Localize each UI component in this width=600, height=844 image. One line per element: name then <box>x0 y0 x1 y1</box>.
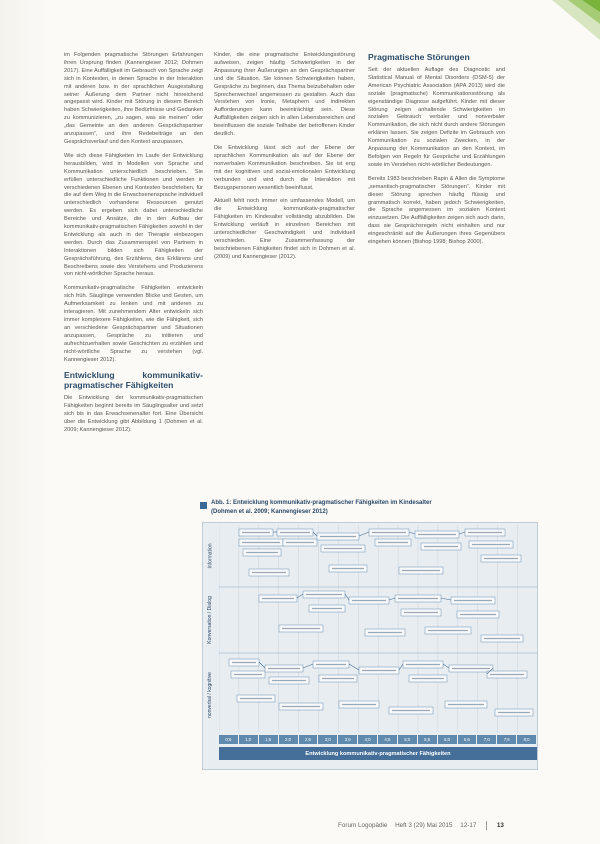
connector-line <box>349 664 359 670</box>
footer-divider <box>486 821 487 830</box>
issue-info: Heft 3 (29) Mai 2015 <box>395 822 453 830</box>
paragraph: Kinder, die eine pragmatische Entwicklungsstörung aufweisen, zeigen häufig Schwierigkeiten in der Anpassung ihrer Äußerungen an den Gesprächspartner und die Situation. Sie können Schwierigkeiten haben, Gespräche zu beginnen, das Thema beizubehalten oder Sprecherwechsel angemessen zu gestalten. Auch das Verstehen von Ironie, Metaphern und indirekten Aufforderungen kann beeinträchtigt sein. Diese Auffälligkeiten zeigen sich in allen Lebensbereichen und beeinflussen die soziale Teilhabe der betroffenen Kinder deutlich. <box>214 52 355 138</box>
connector-line <box>459 532 465 534</box>
connector-line <box>297 594 303 598</box>
paragraph: Die Entwicklung lässt sich auf der Ebene der sprachlichen Kommunikation als auf der Ebene der nonverbalen Kommunikation beschreiben. Sie ist eng mit der kognitiven und sozial-emotionalen Entwicklung verbunden und wird durch die Interaktion mit Bezugspersonen wesentlich beeinflusst. <box>214 144 355 191</box>
paragraph: Die Entwicklung der kommunikativ-pragmatischen Fähigkeiten beginnt bereits im Säuglingsalter und setzt sich bis in das Erwachsenenalter fort. Eine Übersicht über die Entwicklung gibt Abbildung 1 (Dohmen et al. 2009; Kannengieser 2012). <box>64 395 203 434</box>
age-tick: 7;0 <box>477 735 496 744</box>
connector-line <box>259 662 265 668</box>
age-tick: 6;6 <box>458 735 477 744</box>
paragraph: Kommunikativ-pragmatische Fähigkeiten entwickeln sich früh. Säuglinge verwenden Blicke und Gesten, um Aufmerksamkeit zu lenken und mit anderen zu interagieren. Mit zunehmendem Alter entwickeln sich immer komplexere Fähigkeiten, wie die Fähigkeit, sich an verschiedene Gesprächspartner und Situationen anzupassen, Gespräche zu initiieren und aufrechtzuerhalten sowie Geschichten zu erzählen und nicht-wörtliche Sprache zu verstehen (vgl. Kannengieser 2012). <box>64 285 203 363</box>
page-number: 13 <box>496 822 504 830</box>
page-range: 12-17 <box>460 822 477 830</box>
chart-side-labels <box>203 523 217 741</box>
age-tick: 2;6 <box>299 735 318 744</box>
age-tick: 2;0 <box>279 735 298 744</box>
section-heading: Pragmatische Störungen <box>368 52 470 62</box>
paragraph: im Folgenden pragmatische Störungen Erfahrungen ihren Ursprung finden (Kannengieser 2012; Dohmen 2017). Eine Auffälligkeit im Gebrauch von Sprache zeigt sich in Kontexten, in denen Sprache in der Interaktion mit anderen bzw. in der sprachlichen Ausgestaltung seiner Äußerung dem Partner nicht hinreichend angepasst wird. Kinder mit Störung in diesem Bereich haben Schwierigkeiten, ihre Bedürfnisse und Gedanken zu kommunizieren, „zu sagen, was sie meinen“ oder „das Gemeinte an den anderen Gesprächspartner anzupassen“, und ihre Redebeiträge an den Gesprächsverlauf und den Kontext anzupassen. <box>64 52 203 145</box>
age-tick: 3;6 <box>338 735 357 744</box>
connector-line <box>409 532 415 534</box>
page-footer <box>338 821 504 830</box>
figure-development-chart <box>196 500 541 775</box>
axis-label-conversation: Konversation / Dialog <box>207 596 213 644</box>
chart-graphic <box>219 525 537 733</box>
caption-title: Abb. 1: Entwicklung kommunikativ-pragmatischer Fähigkeiten im Kindesalter <box>211 500 432 506</box>
connector-line <box>443 664 449 668</box>
connector-line <box>345 594 349 600</box>
section-heading: Entwicklung kommunikativ-pragmatischer Fähigkeiten <box>64 370 203 391</box>
age-tick: 5;0 <box>398 735 417 744</box>
age-tick: 4;6 <box>378 735 397 744</box>
text-column-middle <box>214 52 355 268</box>
age-tick: 8;0 <box>517 735 536 744</box>
axis-label-nonverbal: nonverbal / kognitive <box>207 672 213 718</box>
x-axis-title: Entwicklung kommunikativ-pragmatischer Fähigkeiten <box>219 747 537 760</box>
axis-label-information: Information <box>207 543 214 569</box>
age-tick: 3;0 <box>318 735 337 744</box>
paragraph: Aktuell fehlt noch immer ein umfassendes Modell, um die Entwicklung kommunikativ-pragmatischer Fähigkeiten im Kindesalter vollständig abzubilden. Die Entwicklung verläuft in einzelnen Bereichen mit unterschiedlicher Geschwindigkeit und individuell verschieden. Eine Zusammenfassung der beschriebenen Fähigkeiten findet sich in Dohmen et al. (2009) und Kannengieser (2012). <box>214 198 355 260</box>
text-column-right <box>368 52 505 253</box>
age-tick: 1;6 <box>259 735 278 744</box>
paragraph: Wie sich diese Fähigkeiten im Laufe der Entwicklung herausbilden, wird in Modellen von Sprache und Kommunikation unterschiedlich beschrieben. Sie erfüllen unterschiedliche Funktionen und werden in verschiedenen Ebenen und Kontexten beschrieben, für die auf dem Weg in die Erwachsenensprache individuell unterschiedlich vorhandene Ressourcen genutzt werden. Es ergeben sich dabei unterschiedliche Bereiche und Ansätze, die in den Aufbau der kommunikativ-pragmatischen Fähigkeiten sowohl in der Entwicklung als auch in der Therapie einbezogen werden. Durch das Zusammenspiel von Partnern in Interaktionen bilden sich Fähigkeiten der Gesprächsführung, des Erzählens, des Erklärens und Beschreibens sowie des Verstehens und Produzierens von nicht-wörtlicher Sprache heraus. <box>64 152 203 278</box>
age-tick: 5;6 <box>418 735 437 744</box>
age-tick: 0;6 <box>219 735 238 744</box>
connector-line <box>303 664 313 668</box>
age-tick: 6;0 <box>438 735 457 744</box>
development-chart <box>202 522 538 770</box>
connector-line <box>441 598 451 600</box>
text-column-left <box>64 52 203 441</box>
green-corner-decoration <box>542 0 600 48</box>
connector-line <box>399 664 403 670</box>
age-tick: 7;6 <box>497 735 516 744</box>
connector-line <box>389 598 395 600</box>
connector-line <box>313 532 317 536</box>
connector-line <box>359 532 369 536</box>
age-tick: 1;0 <box>239 735 258 744</box>
caption-marker-icon <box>200 502 207 509</box>
paragraph: Bereits 1983 beschrieben Rapin & Allen die Symptome „semantisch-pragmatischer Störungen“. Kinder mit dieser Störung sprechen häufig flüssig und grammatisch korrekt, haben jedoch Schwierigkeiten, die Sprache angemessen im sozialen Kontext einzusetzen. Die Auffälligkeiten zeigen sich auch darin, dass sie Gesprächsregeln nicht einhalten und nur eingeschränkt auf die Äußerungen ihres Gegenübers eingehen können (Bishop 1998; Bishop 2000). <box>368 175 505 246</box>
journal-name: Forum Logopädie <box>338 822 388 830</box>
age-scale <box>219 735 537 744</box>
age-tick: 4;0 <box>358 735 377 744</box>
caption-source: (Dohmen et al. 2009; Kannengieser 2012) <box>211 509 328 515</box>
paragraph: Seit der aktuellen Auflage des Diagnostic and Statistical Manual of Mental Disorders (DSM-5) der American Psychiatric Association (APA 2013) wird die soziale (pragmatische) Kommunikationsstörung als eigenständige Diagnose aufgeführt. Kinder mit dieser Störung zeigen anhaltende Schwierigkeiten im sozialen Gebrauch verbaler und nonverbaler Kommunikation, die sich nicht durch andere Störungen erklären lassen. Sie zeigen Defizite im Gebrauch von Kommunikation zu sozialen Zwecken, in der Anpassung der Kommunikation an den Kontext, im Befolgen von Regeln für Gespräche und Erzählungen sowie im Verstehen nicht-wörtlicher Bedeutungen. <box>368 67 505 168</box>
